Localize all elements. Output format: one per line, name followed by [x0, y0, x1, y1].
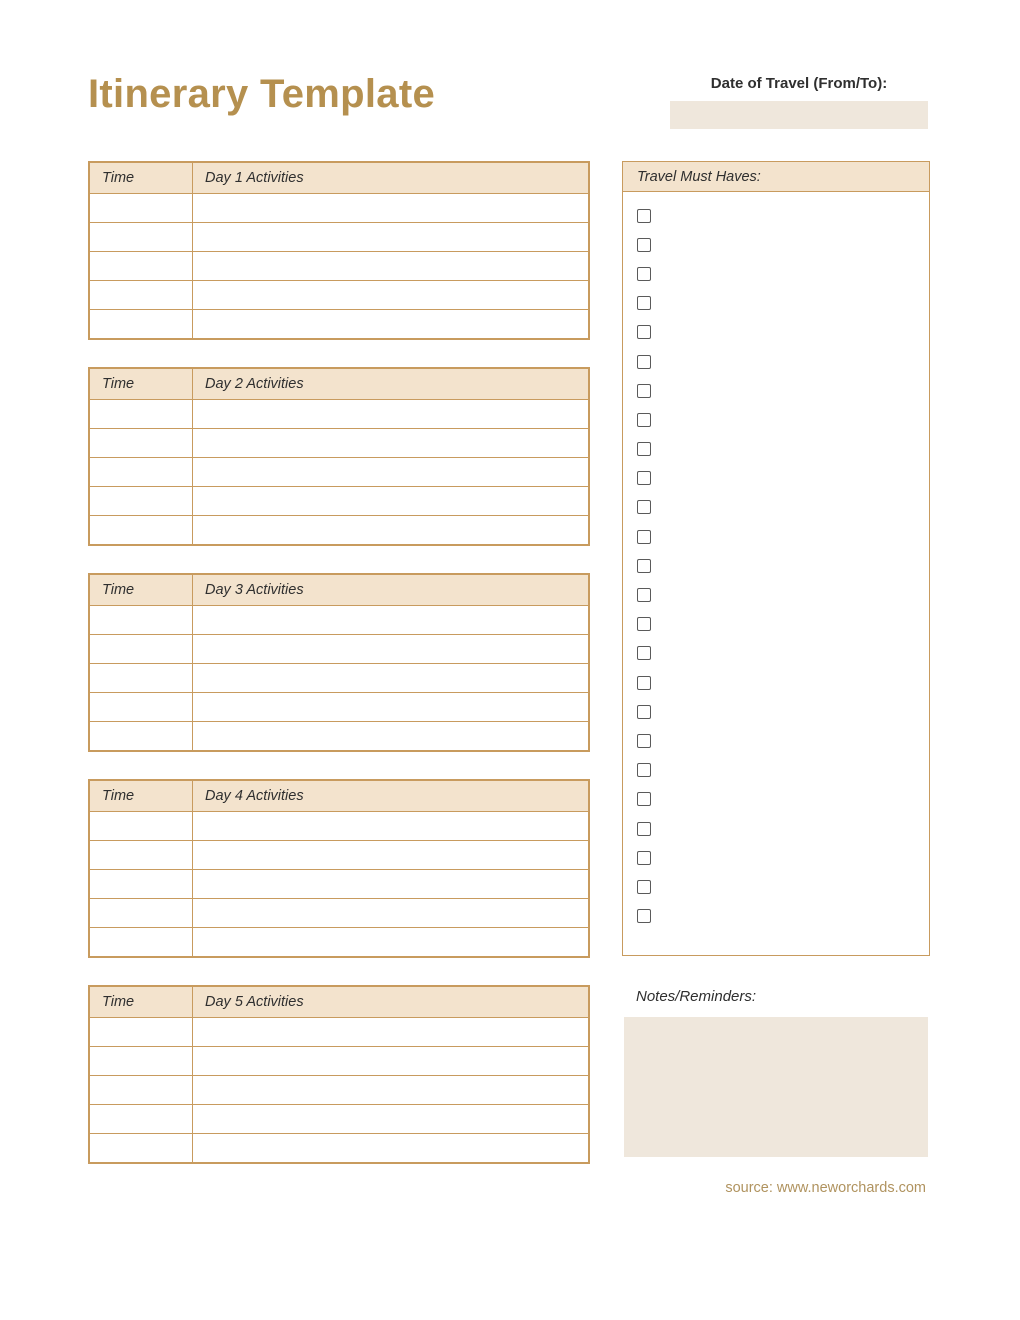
list-item[interactable] [637, 639, 929, 668]
checkbox-icon[interactable] [637, 617, 651, 631]
table-row [90, 928, 589, 957]
checkbox-icon[interactable] [637, 792, 651, 806]
table-row [90, 400, 589, 429]
checkbox-icon[interactable] [637, 325, 651, 339]
table-row [90, 310, 589, 339]
activity-cell[interactable] [193, 870, 589, 899]
list-item[interactable] [637, 551, 929, 580]
table-row [90, 870, 589, 899]
list-item[interactable] [637, 785, 929, 814]
list-item[interactable] [637, 201, 929, 230]
time-cell[interactable] [90, 664, 193, 693]
table-row [90, 252, 589, 281]
activity-cell[interactable] [193, 928, 589, 957]
activity-cell[interactable] [193, 664, 589, 693]
list-item[interactable] [637, 610, 929, 639]
time-cell[interactable] [90, 1018, 193, 1047]
travel-must-haves-title: Travel Must Haves: [623, 162, 929, 192]
time-cell[interactable] [90, 429, 193, 458]
table-row [90, 722, 589, 751]
column-header-activities: Day 1 Activities [193, 163, 589, 194]
activity-cell[interactable] [193, 635, 589, 664]
column-header-time: Time [90, 987, 193, 1018]
time-cell[interactable] [90, 693, 193, 722]
list-item[interactable] [637, 376, 929, 405]
column-header-activities: Day 5 Activities [193, 987, 589, 1018]
day-table-1 [88, 161, 590, 340]
table-row [90, 1047, 589, 1076]
time-cell[interactable] [90, 194, 193, 223]
notes-label: Notes/Reminders: [636, 988, 757, 1005]
activity-cell[interactable] [193, 400, 589, 429]
table-row [90, 487, 589, 516]
table-header-row [90, 163, 589, 194]
list-item[interactable] [637, 756, 929, 785]
time-cell[interactable] [90, 841, 193, 870]
column-header-time: Time [90, 575, 193, 606]
table-header-row [90, 369, 589, 400]
activity-cell[interactable] [193, 252, 589, 281]
checkbox-icon[interactable] [637, 296, 651, 310]
checkbox-icon[interactable] [637, 763, 651, 777]
list-item[interactable] [637, 580, 929, 609]
date-of-travel-label: Date of Travel (From/To): [710, 75, 888, 92]
time-cell[interactable] [90, 1134, 193, 1163]
activity-cell[interactable] [193, 1047, 589, 1076]
checkbox-icon[interactable] [637, 413, 651, 427]
time-cell[interactable] [90, 223, 193, 252]
list-item[interactable] [637, 464, 929, 493]
column-header-time: Time [90, 781, 193, 812]
activity-cell[interactable] [193, 693, 589, 722]
table-header-row [90, 575, 589, 606]
list-item[interactable] [637, 872, 929, 901]
list-item[interactable] [637, 668, 929, 697]
list-item[interactable] [637, 289, 929, 318]
activity-cell[interactable] [193, 487, 589, 516]
activity-cell[interactable] [193, 812, 589, 841]
checkbox-icon[interactable] [637, 559, 651, 573]
day-table-2 [88, 367, 590, 546]
travel-must-haves-list [623, 192, 929, 931]
column-header-activities: Day 4 Activities [193, 781, 589, 812]
activity-cell[interactable] [193, 194, 589, 223]
activity-cell[interactable] [193, 606, 589, 635]
activity-cell[interactable] [193, 1105, 589, 1134]
table-row [90, 812, 589, 841]
checkbox-icon[interactable] [637, 676, 651, 690]
checkbox-icon[interactable] [637, 209, 651, 223]
time-cell[interactable] [90, 1076, 193, 1105]
list-item[interactable] [637, 697, 929, 726]
activity-cell[interactable] [193, 841, 589, 870]
time-cell[interactable] [90, 870, 193, 899]
time-cell[interactable] [90, 928, 193, 957]
table-row [90, 516, 589, 545]
time-cell[interactable] [90, 516, 193, 545]
checkbox-icon[interactable] [637, 705, 651, 719]
list-item[interactable] [637, 318, 929, 347]
table-row [90, 664, 589, 693]
column-header-activities: Day 3 Activities [193, 575, 589, 606]
notes-field[interactable] [624, 1017, 928, 1157]
table-row [90, 1018, 589, 1047]
time-cell[interactable] [90, 899, 193, 928]
column-header-time: Time [90, 369, 193, 400]
activity-cell[interactable] [193, 310, 589, 339]
list-item[interactable] [637, 347, 929, 376]
table-row [90, 194, 589, 223]
checkbox-icon[interactable] [637, 500, 651, 514]
list-item[interactable] [637, 435, 929, 464]
time-cell[interactable] [90, 310, 193, 339]
activity-cell[interactable] [193, 516, 589, 545]
activity-cell[interactable] [193, 899, 589, 928]
list-item[interactable] [637, 726, 929, 755]
column-header-activities: Day 2 Activities [193, 369, 589, 400]
table-row [90, 635, 589, 664]
table-row [90, 899, 589, 928]
time-cell[interactable] [90, 606, 193, 635]
list-item[interactable] [637, 230, 929, 259]
table-row [90, 223, 589, 252]
activity-cell[interactable] [193, 722, 589, 751]
time-cell[interactable] [90, 281, 193, 310]
table-row [90, 429, 589, 458]
activity-cell[interactable] [193, 1018, 589, 1047]
table-row [90, 606, 589, 635]
time-cell[interactable] [90, 252, 193, 281]
table-row [90, 693, 589, 722]
activity-cell[interactable] [193, 1134, 589, 1163]
time-cell[interactable] [90, 400, 193, 429]
table-header-row [90, 781, 589, 812]
list-item[interactable] [637, 405, 929, 434]
checkbox-icon[interactable] [637, 851, 651, 865]
list-item[interactable] [637, 259, 929, 288]
checkbox-icon[interactable] [637, 384, 651, 398]
time-cell[interactable] [90, 458, 193, 487]
source-credit: source: www.neworchards.com [725, 1180, 926, 1196]
time-cell[interactable] [90, 487, 193, 516]
time-cell[interactable] [90, 812, 193, 841]
checkbox-icon[interactable] [637, 734, 651, 748]
page-title: Itinerary Template [88, 72, 436, 116]
table-row [90, 1076, 589, 1105]
table-row [90, 458, 589, 487]
checkbox-icon[interactable] [637, 646, 651, 660]
table-header-row [90, 987, 589, 1018]
checkbox-icon[interactable] [637, 880, 651, 894]
checkbox-icon[interactable] [637, 355, 651, 369]
list-item[interactable] [637, 843, 929, 872]
table-row [90, 841, 589, 870]
checkbox-icon[interactable] [637, 267, 651, 281]
activity-cell[interactable] [193, 281, 589, 310]
list-item[interactable] [637, 814, 929, 843]
day-table-3 [88, 573, 590, 752]
checkbox-icon[interactable] [637, 238, 651, 252]
table-row [90, 1105, 589, 1134]
table-row [90, 1134, 589, 1163]
activity-cell[interactable] [193, 429, 589, 458]
checkbox-icon[interactable] [637, 442, 651, 456]
activity-cell[interactable] [193, 223, 589, 252]
checkbox-icon[interactable] [637, 822, 651, 836]
list-item[interactable] [637, 493, 929, 522]
time-cell[interactable] [90, 722, 193, 751]
table-row [90, 281, 589, 310]
activity-cell[interactable] [193, 458, 589, 487]
time-cell[interactable] [90, 1105, 193, 1134]
list-item[interactable] [637, 522, 929, 551]
checkbox-icon[interactable] [637, 530, 651, 544]
activity-cell[interactable] [193, 1076, 589, 1105]
checkbox-icon[interactable] [637, 588, 651, 602]
day-table-4 [88, 779, 590, 958]
column-header-time: Time [90, 163, 193, 194]
checkbox-icon[interactable] [637, 471, 651, 485]
time-cell[interactable] [90, 1047, 193, 1076]
travel-must-haves-panel [622, 161, 930, 956]
date-of-travel-field[interactable] [670, 101, 928, 129]
checkbox-icon[interactable] [637, 909, 651, 923]
time-cell[interactable] [90, 635, 193, 664]
day-table-5 [88, 985, 590, 1164]
list-item[interactable] [637, 902, 929, 931]
